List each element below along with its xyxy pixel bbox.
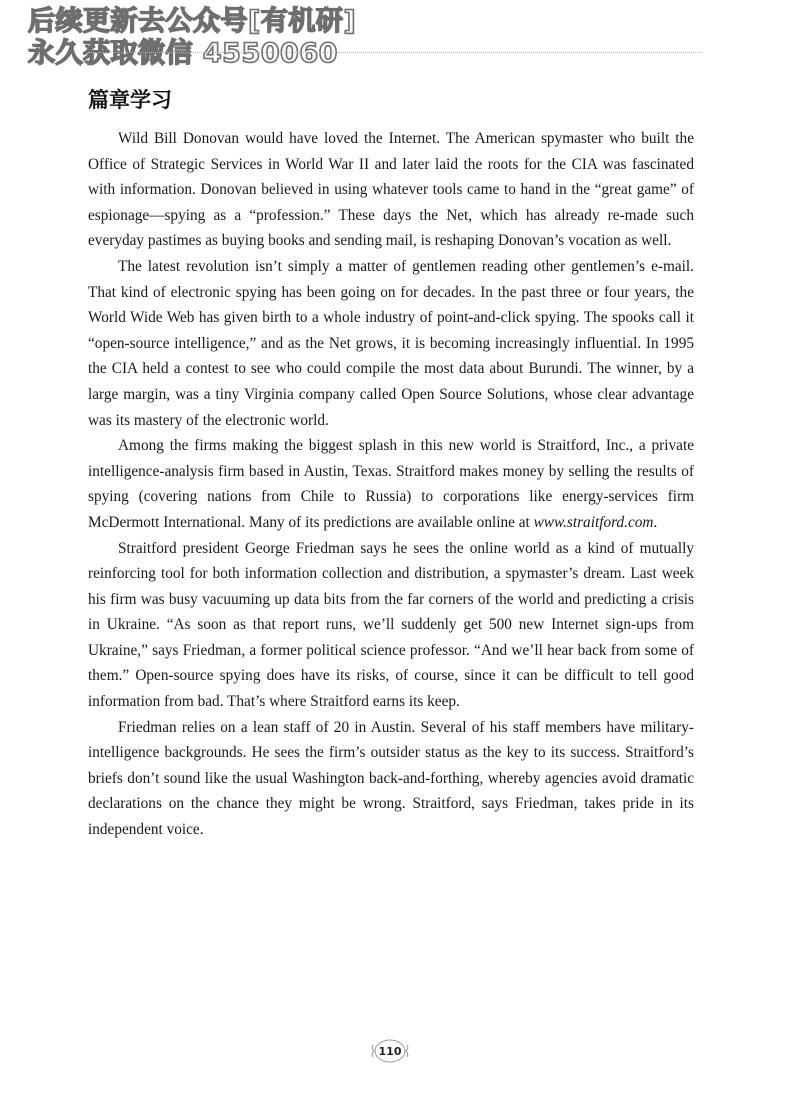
paragraph-4: Straitford president George Friedman says he sees the online world as a kind of mutually reinforcing tool for both information collection and distribution, a spymaster’s dream. Last week his firm was busy vacuuming up data bits from the far corners of the world and predicting a crisis in Ukraine. “As soon as that report runs, we’ll suddenly get 500 new Internet sign-ups from Ukraine,” says Friedman, a former political science professor. “And we’ll hear back from some of them.” Open-source spying does have its risks, of course, since it can be difficult to tell good information from bad. That’s where Straitford earns its keep. bbox=[88, 539, 694, 711]
paragraph-1: Wild Bill Donovan would have loved the Internet. The American spymaster who built the Office of Strategic Services in World War II and later laid the roots for the CIA was fascinated with information. Donovan believed in using whatever tools came to hand in the “great game” of espionage—spying as a “profession.” These days the Net, which has already re-made such everyday pastimes as buying books and sending mail, is reshaping Donovan’s vocation as well. bbox=[88, 130, 694, 250]
watermark-line-1: 后续更新去公众号[有机研] bbox=[28, 6, 357, 37]
paragraph-5: Friedman relies on a lean staff of 20 in Austin. Several of his staff members have military-intelligence backgrounds. He sees the firm’s outsider status as the key to its success. Straitford’s briefs don’t sound like the usual Washington back-and-forthing, whereby agencies avoid dramatic declarations on the chance they might be wrong. Straitford, says Friedman, takes pride in its independent voice. bbox=[88, 718, 694, 839]
page-number-badge bbox=[370, 1036, 410, 1066]
paragraph-3-end: . bbox=[653, 513, 658, 531]
article-body bbox=[88, 126, 694, 843]
paragraph-3 bbox=[88, 433, 694, 535]
paragraph-2: The latest revolution isn’t simply a matter of gentlemen reading other gentlemen’s e-mail. That kind of electronic spying has been going on for decades. In the past three or four years, the World Wide Web has given birth to a whole industry of point-and-click spying. The spooks call it “open-source intelligence,” and as the Net grows, it is becoming increasingly influential. In 1995 the CIA held a contest to see who could compile the most data about Burundi. The winner, by a large margin, was a tiny Virginia company called Open Source Solutions, whose clear advantage was its mastery of the electronic world. bbox=[88, 257, 694, 429]
website-link: www.straitford.com bbox=[533, 513, 654, 531]
paragraph-3-text: Among the firms making the biggest splash in this new world is Straitford, Inc., a private intelligence-analysis firm based in Austin, Texas. Straitford makes money by selling the results of spying (covering nations from Chile to Russia) to corporations like energy-services firm McDermott International. Many of its predictions are available online at bbox=[88, 437, 694, 531]
section-title: 篇章学习 bbox=[88, 88, 172, 112]
page-number: 110 bbox=[378, 1044, 402, 1058]
header-divider bbox=[88, 52, 702, 53]
watermark-line-2: 永久获取微信 4550060 bbox=[28, 38, 338, 69]
